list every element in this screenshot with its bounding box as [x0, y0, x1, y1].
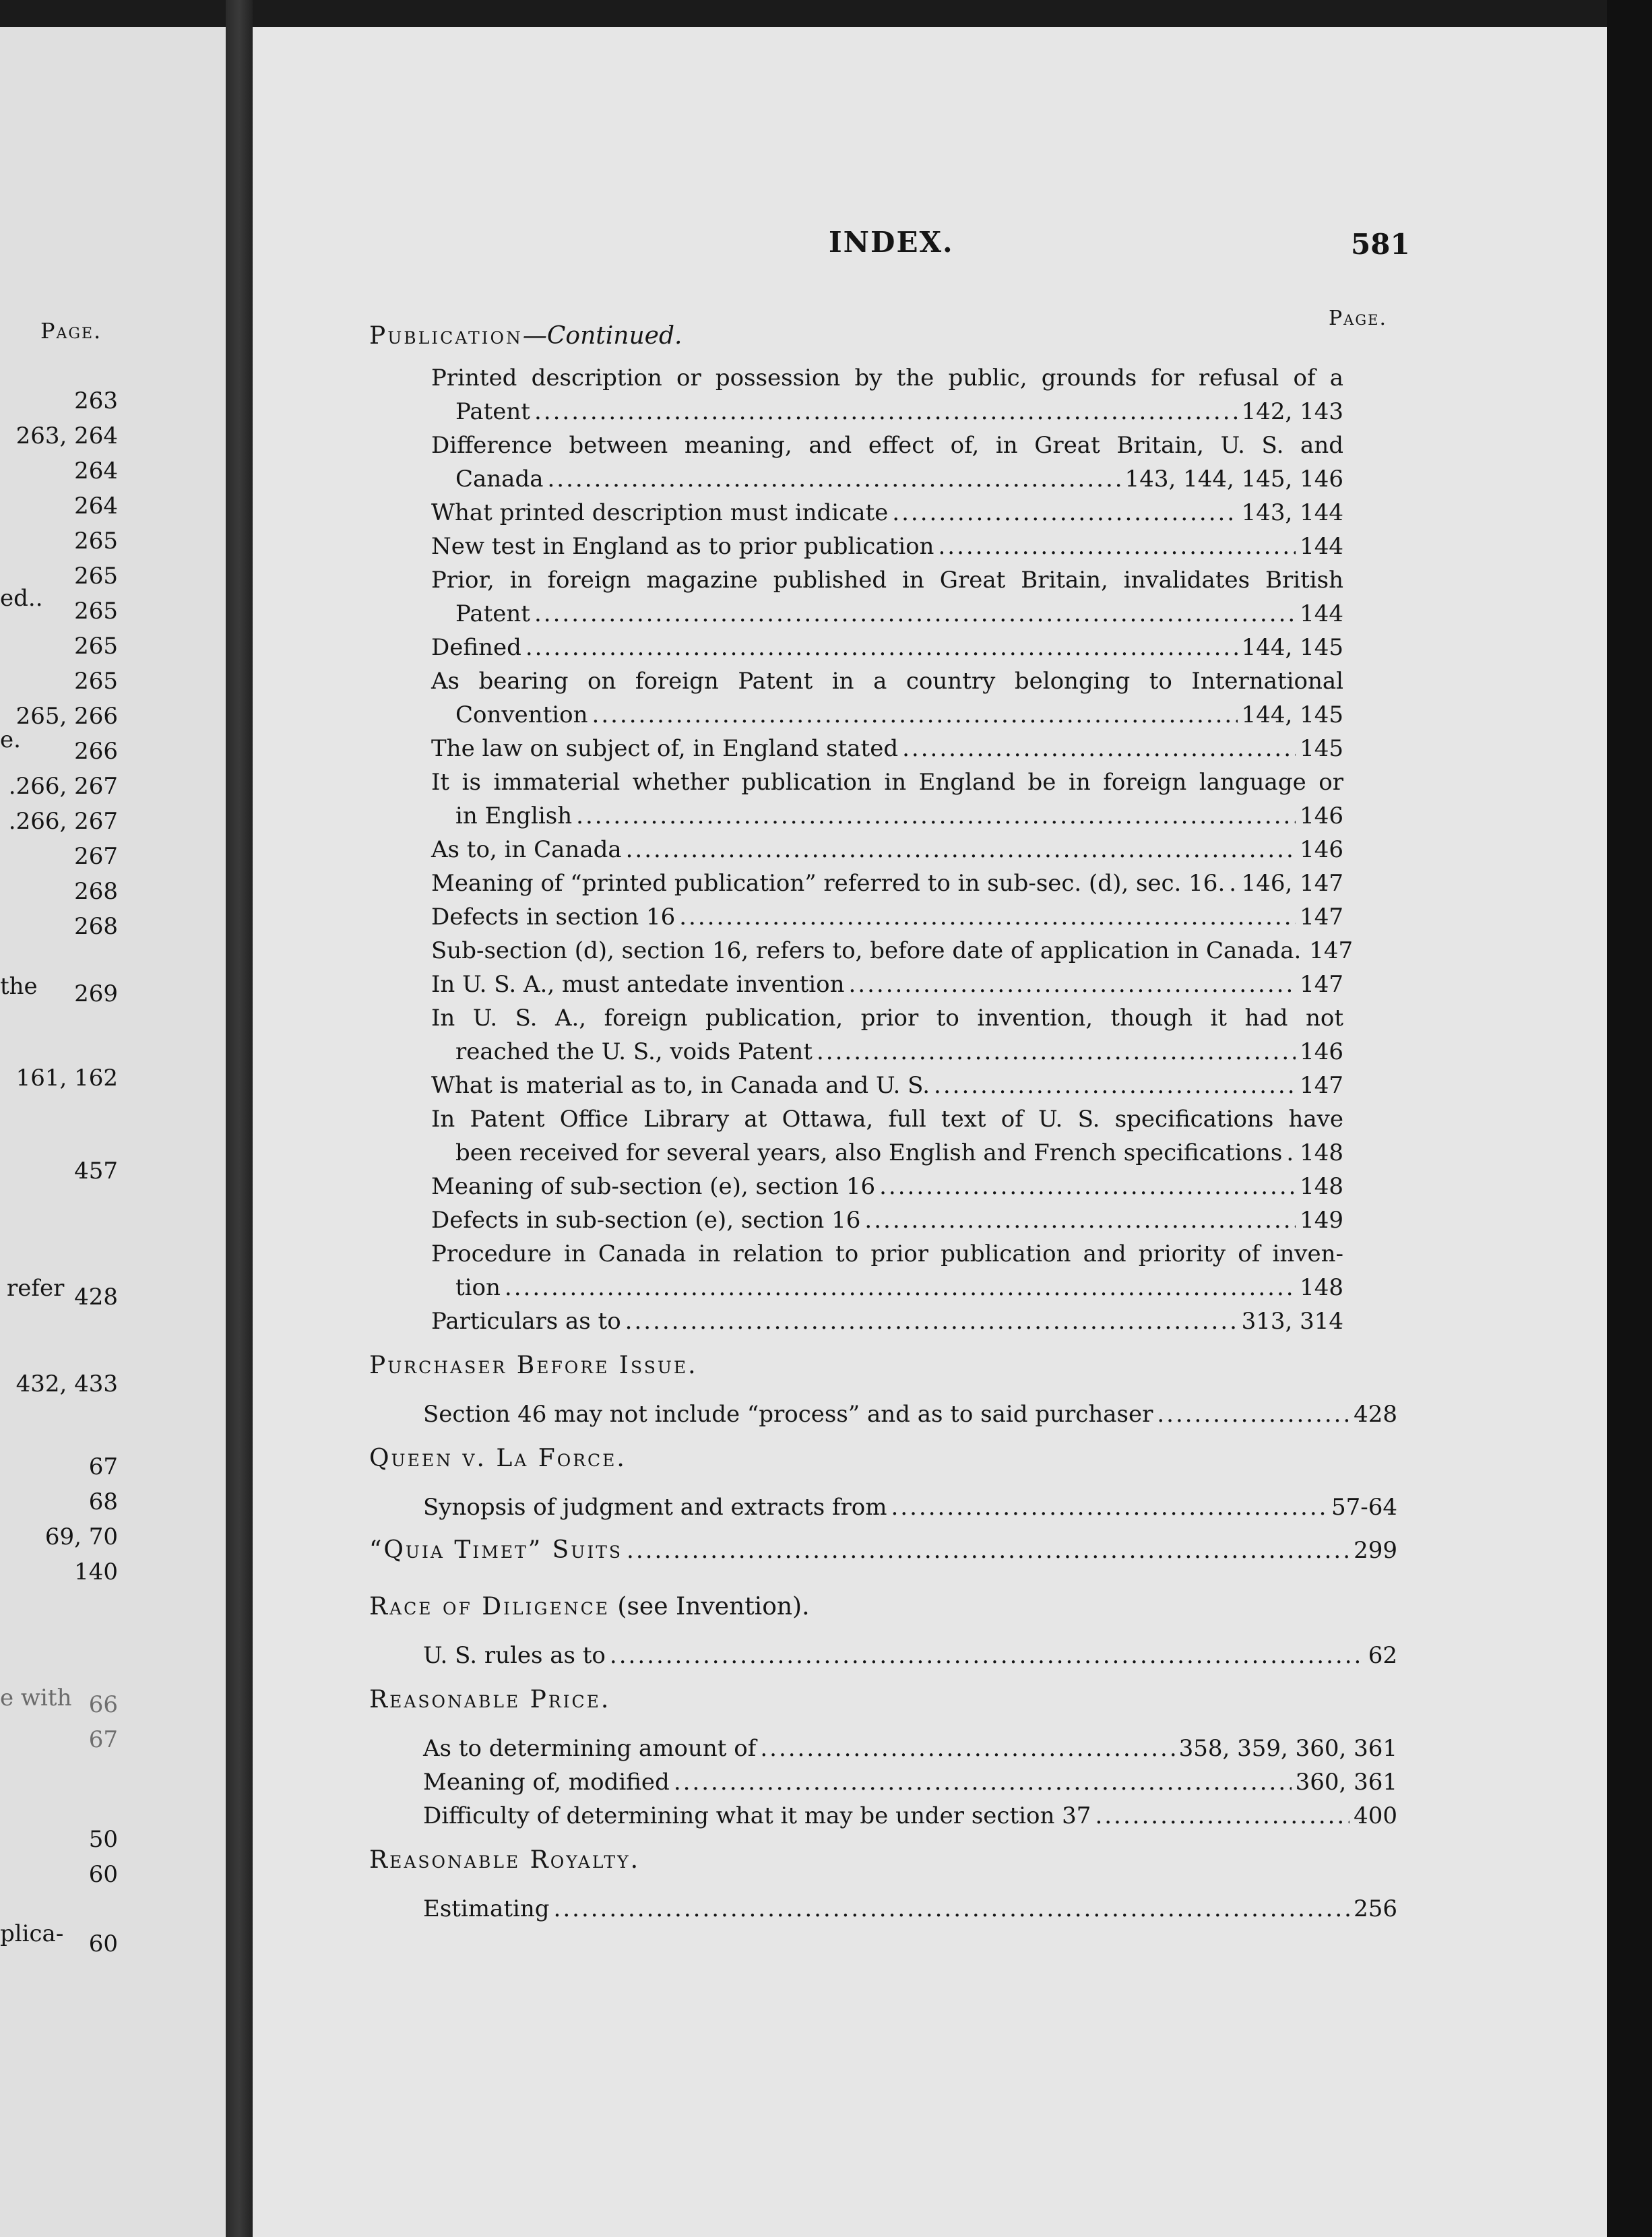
left-page-label: Page.	[40, 318, 102, 344]
entry-text: Meaning of, modified	[423, 1769, 670, 1796]
page-ref: 358, 359, 360, 361	[1178, 1735, 1397, 1762]
dot-leader	[554, 1892, 1350, 1926]
index-entry	[431, 1136, 1343, 1170]
section-heading-text: Reasonable Royalty.	[369, 1846, 641, 1874]
index-entry	[431, 698, 1343, 732]
page-ref: 146, 147	[1241, 870, 1343, 897]
entry-text: Defined	[431, 634, 521, 661]
index-entry	[423, 1765, 1397, 1799]
section-heading	[369, 1445, 627, 1472]
page-ref: 143, 144	[1241, 499, 1343, 526]
entry-text: Patent	[455, 600, 530, 627]
dot-leader	[1229, 867, 1237, 900]
left-page-number: 161, 162	[15, 1065, 118, 1092]
dot-leader	[1157, 1397, 1349, 1431]
page-ref: 400	[1354, 1802, 1397, 1829]
index-heading-row	[369, 1534, 1397, 1567]
section-heading	[369, 1686, 610, 1713]
dot-leader	[592, 698, 1238, 732]
entry-text: Difficulty of determining what it may be under section 37	[423, 1802, 1091, 1829]
page-ref: 145	[1300, 735, 1343, 762]
page-ref: 147	[1309, 937, 1354, 964]
left-fragment: e.	[0, 726, 21, 753]
left-page-number: 66	[88, 1691, 118, 1718]
dot-leader	[891, 1490, 1327, 1524]
page-ref: 148	[1300, 1274, 1343, 1301]
dot-leader	[1095, 1799, 1349, 1833]
left-fragment: e with	[0, 1684, 72, 1711]
index-entry	[431, 732, 1343, 765]
left-page-number: 69, 70	[44, 1523, 118, 1550]
entry-text: Defects in sub-section (e), section 16	[431, 1207, 861, 1234]
left-page-number: 60	[88, 1930, 118, 1957]
page-ref: 299	[1354, 1537, 1397, 1564]
section-heading	[369, 1846, 640, 1874]
index-entry	[431, 1271, 1343, 1304]
dot-leader	[534, 597, 1296, 631]
index-entry	[431, 1203, 1343, 1237]
left-fragment: plica-	[0, 1920, 64, 1947]
index-entry	[423, 1397, 1397, 1431]
left-page-number: 265	[74, 668, 118, 695]
section-heading-text: Publication	[369, 322, 523, 350]
entry-text: Synopsis of judgment and extracts from	[423, 1494, 887, 1521]
index-entry	[431, 1304, 1343, 1338]
left-page-number: 267	[74, 843, 118, 870]
dot-leader	[626, 833, 1296, 867]
index-entry	[431, 1069, 1343, 1102]
dot-leader	[849, 968, 1296, 1001]
left-page-number: .266, 267	[8, 808, 118, 835]
index-entry	[431, 799, 1343, 833]
page-ref: 147	[1300, 971, 1343, 998]
index-entry-line: Prior, in foreign magazine published in Great Britain, invalidates British	[431, 567, 1343, 594]
left-page-number: 263	[74, 387, 118, 414]
dot-leader	[526, 631, 1238, 664]
index-entry-line: Printed description or possession by the public, grounds for refusal of a	[431, 365, 1343, 391]
left-page-number: 432, 433	[15, 1370, 118, 1397]
left-fragment: refer	[7, 1275, 65, 1302]
section-heading: “Quia Timet” Suits	[369, 1536, 623, 1564]
left-page-number: 265	[74, 633, 118, 660]
dot-leader	[679, 900, 1296, 934]
entry-text: Meaning of “printed publication” referred to in sub-sec. (d), sec. 16.	[431, 870, 1226, 897]
dot-leader	[627, 1534, 1349, 1567]
page-column-label: Page.	[1329, 307, 1387, 330]
dot-leader	[934, 1069, 1296, 1102]
left-page-number: 266	[74, 738, 118, 765]
entry-text: U. S. rules as to	[423, 1642, 606, 1669]
section-heading-suffix: (see Invention).	[609, 1593, 810, 1620]
page-ref: 360, 361	[1295, 1769, 1397, 1796]
left-fragment: the	[0, 973, 38, 1000]
left-page-number: 68	[88, 1488, 118, 1515]
dot-leader	[938, 530, 1296, 563]
page-ref: 147	[1300, 904, 1343, 931]
left-page-number: .266, 267	[8, 773, 118, 800]
dot-leader	[1286, 1136, 1296, 1170]
index-entry-line: In U. S. A., foreign publication, prior to invention, though it had not	[431, 1005, 1343, 1032]
index-entry	[423, 1799, 1397, 1833]
page-ref: 144, 145	[1241, 701, 1343, 728]
page-ref: 149	[1300, 1207, 1343, 1234]
page-ref: 144	[1300, 600, 1343, 627]
entry-text: Estimating	[423, 1895, 550, 1922]
left-page-number: 67	[88, 1726, 118, 1753]
page-ref: 148	[1300, 1173, 1343, 1200]
left-page-number: 60	[88, 1861, 118, 1888]
page-ref: 143, 144, 145, 146	[1124, 466, 1343, 493]
left-page-number: 265, 266	[15, 703, 118, 730]
index-entry	[431, 934, 1354, 968]
left-page	[0, 27, 226, 2237]
section-heading-text: Queen v. La Force.	[369, 1445, 627, 1472]
left-page-number: 67	[88, 1453, 118, 1480]
entry-text: Section 46 may not include “process” and as to said purchaser	[423, 1401, 1153, 1428]
entry-text: What is material as to, in Canada and U. S.	[431, 1072, 930, 1099]
left-page-number: 263, 264	[15, 422, 118, 449]
dot-leader	[625, 1304, 1238, 1338]
entry-text: Canada	[455, 466, 544, 493]
left-fragment: ed..	[0, 585, 43, 612]
dot-leader	[864, 1203, 1296, 1237]
running-head: INDEX.	[829, 226, 954, 259]
index-entry	[423, 1892, 1397, 1926]
dot-leader	[534, 395, 1238, 429]
left-page-number: 50	[88, 1826, 118, 1853]
entry-text: New test in England as to prior publication	[431, 533, 934, 560]
dot-leader	[892, 496, 1237, 530]
entry-text: reached the U. S., voids Patent	[455, 1038, 813, 1065]
entry-text: tion	[455, 1274, 501, 1301]
index-entry	[431, 1170, 1343, 1203]
index-entry	[431, 867, 1343, 900]
page-ref: 142, 143	[1241, 398, 1343, 425]
left-page-number: 140	[74, 1558, 118, 1585]
left-page-number: 428	[74, 1284, 118, 1311]
index-entry	[431, 597, 1343, 631]
entry-text: Particulars as to	[431, 1308, 621, 1335]
section-heading	[369, 1352, 698, 1379]
index-entry	[431, 900, 1343, 934]
dot-leader	[548, 462, 1121, 496]
index-entry-line: Procedure in Canada in relation to prior publication and priority of inven-	[431, 1240, 1343, 1267]
index-entry	[431, 833, 1343, 867]
page-ref: 313, 314	[1241, 1308, 1343, 1335]
entry-text: in English	[455, 802, 573, 829]
entry-text: been received for several years, also English and French specifications	[455, 1139, 1283, 1166]
entry-text: Defects in section 16	[431, 904, 676, 931]
section-heading-text: Purchaser Before Issue.	[369, 1352, 698, 1379]
page-ref: 62	[1368, 1642, 1397, 1669]
index-entry	[423, 1639, 1397, 1672]
page-ref: 57-64	[1331, 1494, 1397, 1521]
left-page-number: 457	[74, 1158, 118, 1185]
dot-leader	[902, 732, 1296, 765]
page-ref: 147	[1300, 1072, 1343, 1099]
section-heading	[369, 1593, 810, 1620]
entry-text: In U. S. A., must antedate invention	[431, 971, 845, 998]
entry-text: As to determining amount of	[423, 1735, 757, 1762]
left-page-number: 264	[74, 493, 118, 519]
left-page-number: 268	[74, 913, 118, 940]
dot-leader	[610, 1639, 1364, 1672]
index-entry	[431, 462, 1343, 496]
dot-leader	[505, 1271, 1296, 1304]
section-heading-suffix: —Continued.	[522, 322, 682, 350]
index-entry-line: In Patent Office Library at Ottawa, full text of U. S. specifications have	[431, 1106, 1343, 1133]
index-entry	[423, 1490, 1397, 1524]
page-ref: 144, 145	[1241, 634, 1343, 661]
entry-text: The law on subject of, in England stated	[431, 735, 899, 762]
index-entry	[423, 1732, 1397, 1765]
index-entry	[431, 968, 1343, 1001]
page-ref: 148	[1300, 1139, 1343, 1166]
section-heading	[369, 322, 682, 350]
index-entry	[431, 631, 1343, 664]
index-entry-line: It is immaterial whether publication in England be in foreign language or	[431, 769, 1343, 796]
index-entry	[431, 1035, 1343, 1069]
page-ref: 144	[1300, 533, 1343, 560]
page-ref: 256	[1354, 1895, 1397, 1922]
left-page-number: 269	[74, 980, 118, 1007]
index-entry	[431, 496, 1343, 530]
dot-leader	[817, 1035, 1296, 1069]
left-page-number: 264	[74, 458, 118, 484]
entry-text: Convention	[455, 701, 588, 728]
left-page-number: 265	[74, 528, 118, 555]
section-heading-text: Reasonable Price.	[369, 1686, 611, 1713]
page-ref: 146	[1300, 836, 1343, 863]
page-ref: 146	[1300, 802, 1343, 829]
left-page-number: 265	[74, 598, 118, 625]
index-entry	[431, 530, 1343, 563]
entry-text: As to, in Canada	[431, 836, 622, 863]
entry-text: Sub-section (d), section 16, refers to, before date of application in Canada.	[431, 937, 1302, 964]
left-page-number: 268	[74, 878, 118, 905]
dot-leader	[879, 1170, 1296, 1203]
dot-leader	[760, 1732, 1174, 1765]
left-page-number: 265	[74, 563, 118, 590]
dot-leader	[674, 1765, 1292, 1799]
entry-text: Patent	[455, 398, 530, 425]
index-entry-line: As bearing on foreign Patent in a country belonging to International	[431, 668, 1343, 695]
entry-text: What printed description must indicate	[431, 499, 889, 526]
entry-text: Meaning of sub-section (e), section 16	[431, 1173, 876, 1200]
page-number: 581	[1351, 228, 1410, 261]
section-heading-text: Race of Diligence	[369, 1593, 610, 1620]
page-ref: 428	[1354, 1401, 1397, 1428]
index-entry-line: Difference between meaning, and effect of, in Great Britain, U. S. and	[431, 432, 1343, 459]
index-entry	[431, 395, 1343, 429]
page-edge	[1607, 0, 1652, 2237]
book-gutter	[226, 0, 253, 2237]
page-ref: 146	[1300, 1038, 1343, 1065]
dot-leader	[576, 799, 1296, 833]
